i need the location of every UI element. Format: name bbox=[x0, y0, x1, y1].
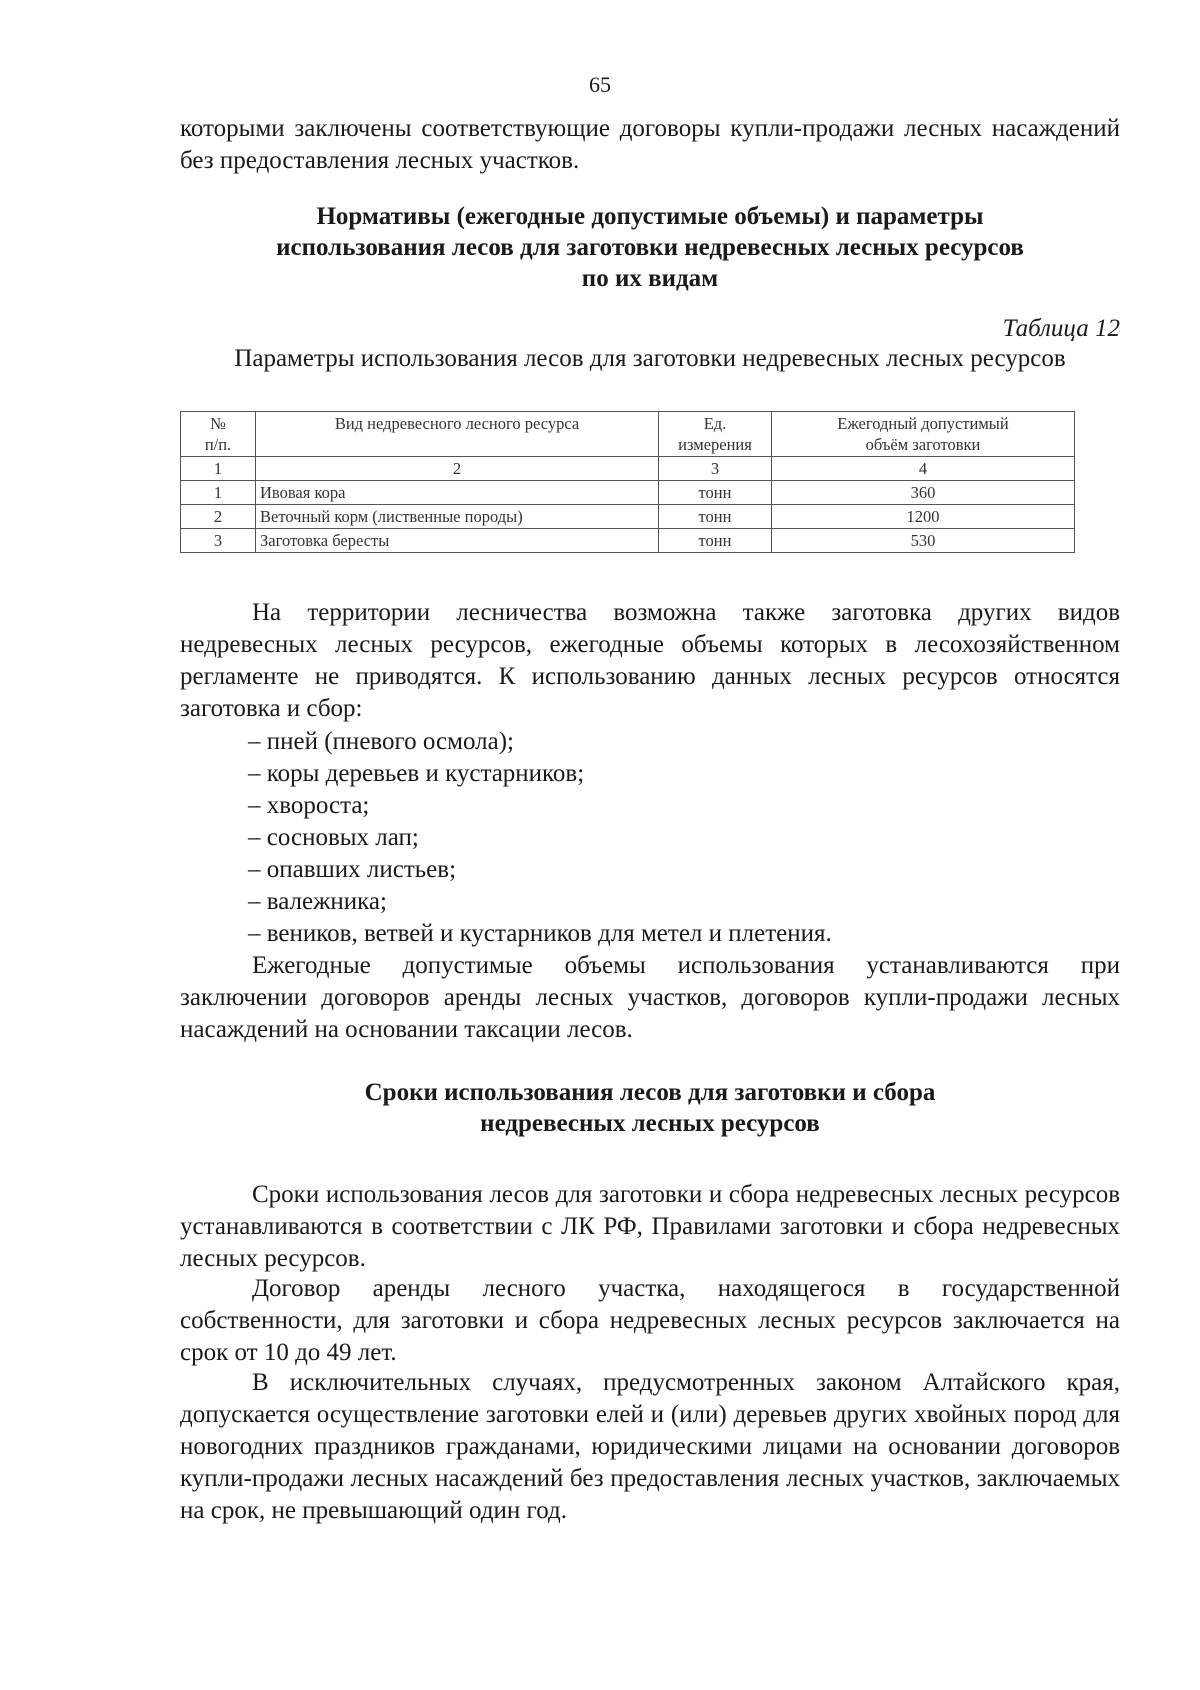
header-num bbox=[181, 412, 256, 457]
section2-heading bbox=[180, 1077, 1120, 1139]
header-volume-line2: объём заготовки bbox=[865, 435, 981, 454]
row-resource-name: Веточный корм (лиственные породы) bbox=[256, 505, 659, 529]
row-volume: 360 bbox=[772, 481, 1075, 505]
header-num-line2: п/п. bbox=[204, 435, 232, 454]
row-resource-name: Ивовая кора bbox=[256, 481, 659, 505]
header-num-line1: № bbox=[210, 414, 226, 433]
header-volume bbox=[772, 412, 1075, 457]
lease-paragraph: Договор аренды лесного участка, находящегося в государственной собственности, для заготовки и сбора недревесных лесных ресурсов заключается на срок от 10 до 49 лет. bbox=[180, 1275, 1120, 1366]
table-row bbox=[181, 505, 1075, 529]
table-label: Таблица 12 bbox=[1002, 315, 1120, 342]
row-unit: тонн bbox=[659, 529, 772, 553]
row-volume: 1200 bbox=[772, 505, 1075, 529]
header-unit bbox=[659, 412, 772, 457]
row-num: 2 bbox=[181, 505, 256, 529]
list-item: – сосновых лап; bbox=[248, 822, 832, 854]
list-item: – веников, ветвей и кустарников для метел и плетения. bbox=[248, 918, 832, 950]
header-name: Вид недревесного лесного ресурса bbox=[256, 412, 659, 457]
list-item: – пней (пневого осмола); bbox=[248, 726, 832, 758]
row-resource-name: Заготовка бересты bbox=[256, 529, 659, 553]
list-item: – опавших листьев; bbox=[248, 854, 832, 886]
section1-heading-line-2: использования лесов для заготовки недревесных лесных ресурсов bbox=[276, 234, 1024, 261]
table-row bbox=[181, 529, 1075, 553]
column-number: 2 bbox=[256, 457, 659, 481]
page-number: 65 bbox=[589, 72, 611, 97]
section2-heading-line-2: недревесных лесных ресурсов bbox=[480, 1110, 820, 1137]
header-unit-line1: Ед. bbox=[703, 414, 727, 433]
annual-volumes-paragraph: Ежегодные допустимые объемы использования устанавливаются при заключении договоров аренды лесных участков, договоров купли-продажи лесных насаждений на основании таксации лесов. bbox=[180, 952, 1120, 1043]
section1-heading-line-1: Нормативы (ежегодные допустимые объемы) и параметры bbox=[316, 203, 984, 230]
list-item: – хвороста; bbox=[248, 790, 832, 822]
row-num: 1 bbox=[181, 481, 256, 505]
other-resources-paragraph: На территории лесничества возможна также заготовка других видов недревесных лесных ресурсов, ежегодные объемы которых в лесохозяйственном регламенте не приводятся. К использованию данных лесных ресурсов относятся заготовка и сбор: bbox=[180, 599, 1120, 722]
exceptional-paragraph: В исключительных случаях, предусмотренных законом Алтайского края, допускается осуществление заготовки елей и (или) деревьев других хвойных пород для новогодних праздников гражданами, юридическими лицами на основании договоров купли-продажи лесных насаждений без предоставления лесных участков, заключаемых на срок, не превышающий один год. bbox=[180, 1369, 1120, 1524]
terms-paragraph: Сроки использования лесов для заготовки и сбора недревесных лесных ресурсов устанавливаются в соответствии с ЛК РФ, Правилами заготовки и сбора недревесных лесных ресурсов. bbox=[180, 1181, 1120, 1272]
table-header-row bbox=[181, 412, 1075, 457]
section1-heading-line-3: по их видам bbox=[581, 265, 719, 292]
column-number: 3 bbox=[659, 457, 772, 481]
resource-list bbox=[248, 726, 832, 950]
table-caption: Параметры использования лесов для заготовки недревесных лесных ресурсов bbox=[234, 345, 1066, 372]
intro-paragraph: которыми заключены соответствующие договоры купли-продажи лесных насаждений без предоставления лесных участков. bbox=[180, 115, 1120, 174]
row-volume: 530 bbox=[772, 529, 1075, 553]
column-number: 1 bbox=[181, 457, 256, 481]
column-number: 4 bbox=[772, 457, 1075, 481]
column-number-row bbox=[181, 457, 1075, 481]
row-num: 3 bbox=[181, 529, 256, 553]
list-item: – коры деревьев и кустарников; bbox=[248, 758, 832, 790]
row-unit: тонн bbox=[659, 505, 772, 529]
section1-heading bbox=[180, 201, 1120, 294]
table-row bbox=[181, 481, 1075, 505]
header-unit-line2: измерения bbox=[678, 435, 752, 454]
section2-heading-line-1: Сроки использования лесов для заготовки и сбора bbox=[364, 1079, 936, 1106]
row-unit: тонн bbox=[659, 481, 772, 505]
list-item: – валежника; bbox=[248, 886, 832, 918]
header-volume-line1: Ежегодный допустимый bbox=[837, 414, 1009, 433]
parameters-table bbox=[180, 411, 1075, 553]
